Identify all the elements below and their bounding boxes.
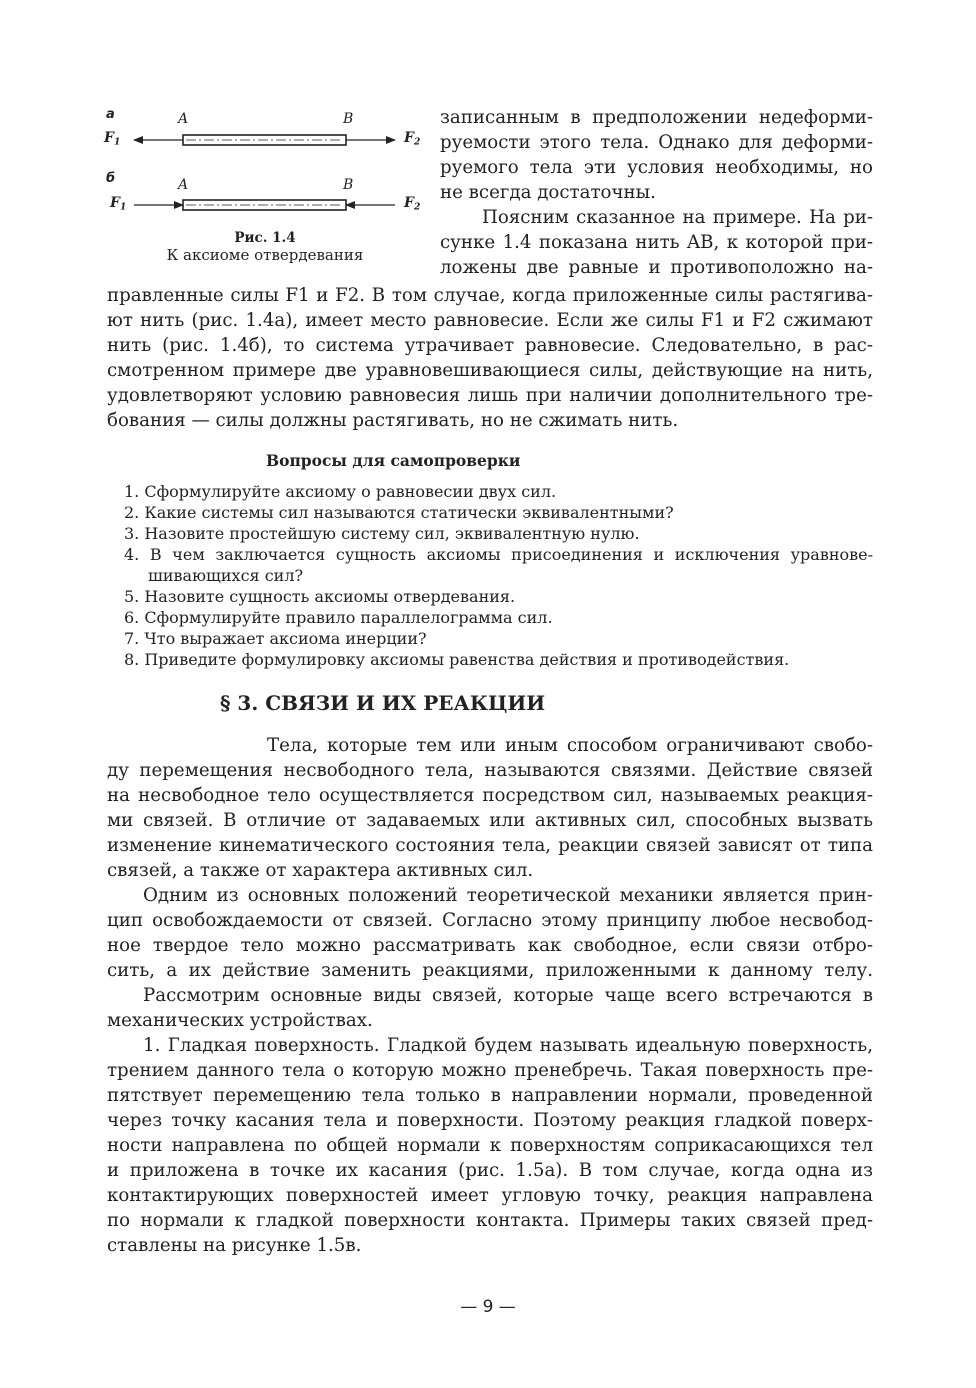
paragraph-line: через точку касания тела и поверхности. Поэтому реакция гладкой поверх- [107, 1110, 873, 1131]
point-b-label: B [343, 111, 354, 127]
point-a-label: A [178, 111, 189, 127]
question-item: 7. Что выражает аксиома инерции? [124, 629, 427, 648]
paragraph-line: Поясним сказанное на примере. На ри- [482, 207, 873, 228]
figure-panel-b-diagram [134, 200, 395, 210]
figure-caption-title: Рис. 1.4 [234, 230, 296, 246]
question-item: 5. Назовите сущность аксиомы отвердевания. [124, 587, 516, 606]
paragraph-line: ют нить (рис. 1.4а), имеет место равновесие. Если же силы F1 и F2 сжимают [107, 310, 873, 331]
point-a-label-b: A [178, 177, 189, 193]
paragraph-line: ложены две равные и противоположно на- [440, 257, 873, 278]
point-b-label-b: B [343, 177, 354, 193]
question-item: 2. Какие системы сил называются статически эквивалентными? [124, 503, 674, 522]
paragraph-line: механических устройствах. [107, 1010, 373, 1031]
paragraph-line: ности направлена по общей нормали к поверхностям соприкасающихся тел [107, 1135, 873, 1156]
section-title: § 3. СВЯЗИ И ИХ РЕАКЦИИ [220, 691, 546, 715]
paragraph-line: правленные силы F1 и F2. В том случае, когда приложенные силы растягива- [107, 285, 873, 306]
paragraph-line: по нормали к гладкой поверхности контакта. Примеры таких связей пред- [107, 1210, 873, 1231]
figure-1-4-drawing [100, 105, 430, 230]
question-item-continuation: шивающихся сил? [148, 566, 304, 585]
question-item: 8. Приведите формулировку аксиомы равенства действия и противодействия. [124, 650, 790, 669]
question-item: 3. Назовите простейшую систему сил, эквивалентную нулю. [124, 524, 640, 543]
questions-heading: Вопросы для самопроверки [266, 451, 521, 470]
panel-b-label: б [106, 171, 116, 186]
paragraph-line: записанным в предположении недеформи- [440, 107, 873, 128]
paragraph-line: нить (рис. 1.4б), то система утрачивает равновесие. Следовательно, в рас- [107, 335, 873, 356]
paragraph-line: и приложена в точке их касания (рис. 1.5а). В том случае, когда одна из [107, 1160, 873, 1181]
page-number: — 9 — [460, 1297, 516, 1317]
figure-1-4 [100, 105, 430, 270]
paragraph-line: ное твердое тело можно рассматривать как свободное, если связи отбро- [107, 935, 873, 956]
paragraph-line: пятствует перемещению тела только в направлении нормали, проведенной [107, 1085, 873, 1106]
paragraph-line: контактирующих поверхностей имеет угловую точку, реакция направлена [107, 1185, 873, 1206]
force-f1-label-a: $F_1$ [104, 130, 121, 148]
paragraph-line: ми связей. В отличие от задаваемых или активных сил, способных вызвать [107, 810, 873, 831]
paragraph-line: удовлетворяют условию равновесия лишь при наличии дополнительного тре- [107, 385, 873, 406]
paragraph-line: бования — силы должны растягивать, но не сжимать нить. [107, 410, 679, 431]
question-item: 6. Сформулируйте правило параллелограмма сил. [124, 608, 553, 627]
figure-caption-text: К аксиоме отвердевания [166, 246, 364, 264]
paragraph-line: сить, а их действие заменить реакциями, приложенными к данному телу. [107, 960, 873, 981]
paragraph-line: не всегда достаточны. [440, 182, 656, 203]
paragraph-line: на несвободное тело осуществляется посредством сил, называемых реакция- [107, 785, 873, 806]
paragraph-line: Тела, которые тем или иным способом ограничивают свобо- [267, 735, 873, 756]
paragraph-line: сунке 1.4 показана нить AB, к которой при- [440, 232, 873, 253]
paragraph-line: цип освобождаемости от связей. Согласно этому принципу любое несвобод- [107, 910, 873, 931]
paragraph-line: связей, а также от характера активных сил. [107, 860, 534, 881]
paragraph-line: смотренном примере две уравновешивающиеся силы, действующие на нить, [107, 360, 873, 381]
panel-a-label: а [106, 107, 115, 122]
force-f2-label-b: $F_2$ [404, 195, 421, 213]
force-f2-label-a: $F_2$ [404, 130, 421, 148]
paragraph-line: руемого тела эти условия необходимы, но [440, 157, 873, 178]
question-item: 1. Сформулируйте аксиому о равновесии двух сил. [124, 482, 557, 501]
paragraph-line: Одним из основных положений теоретической механики является прин- [143, 885, 873, 906]
question-item: 4. В чем заключается сущность аксиомы присоединения и исключения уравнове- [124, 545, 873, 564]
paragraph-line: руемости этого тела. Однако для деформи- [440, 132, 873, 153]
paragraph-line: трением данного тела о которую можно пренебречь. Такая поверхность пре- [107, 1060, 873, 1081]
paragraph-line: изменение кинематического состояния тела, реакции связей зависят от типа [107, 835, 873, 856]
paragraph-line: Рассмотрим основные виды связей, которые чаще всего встречаются в [143, 985, 873, 1006]
paragraph-line: ду перемещения несвободного тела, называются связями. Действие связей [107, 760, 873, 781]
force-f1-label-b: $F_1$ [110, 195, 127, 213]
paragraph-line: 1. Гладкая поверхность. Гладкой будем называть идеальную поверхность, [143, 1035, 873, 1056]
paragraph-line: ставлены на рисунке 1.5в. [107, 1235, 362, 1256]
figure-panel-a-diagram [134, 135, 395, 145]
